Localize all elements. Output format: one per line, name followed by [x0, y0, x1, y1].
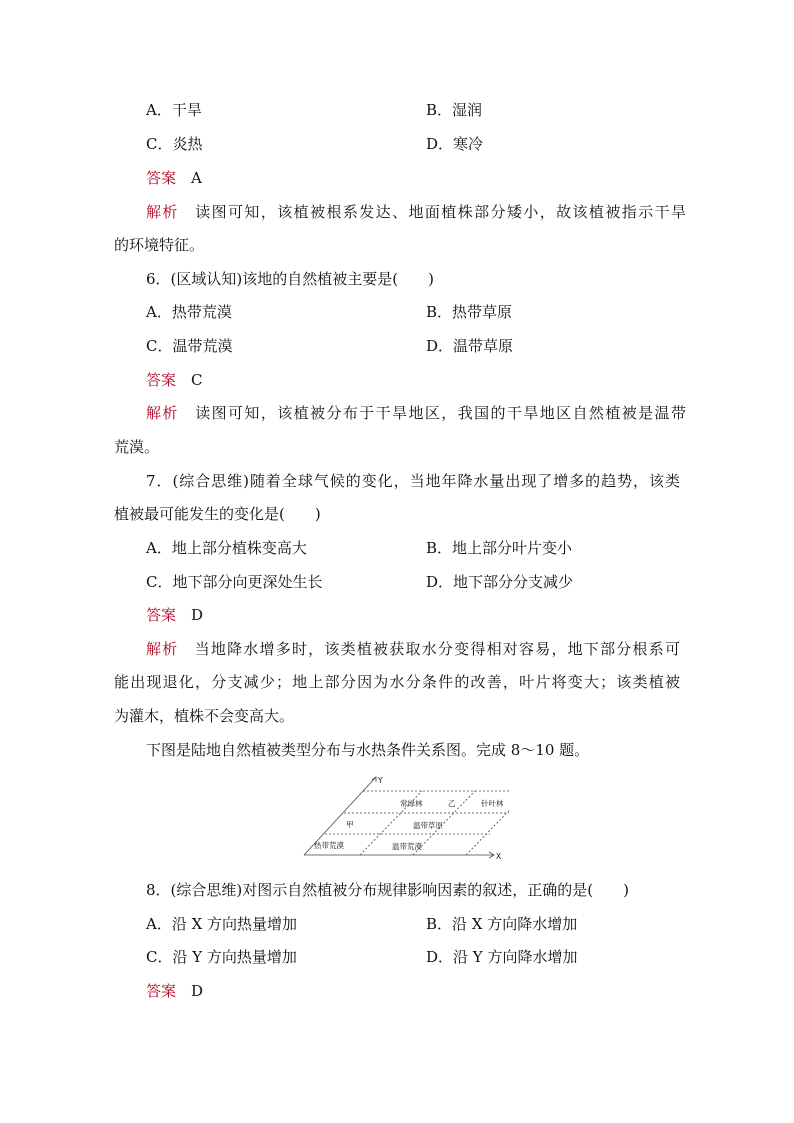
q7-option-c: C．地下部分向更深处生长 — [146, 573, 323, 591]
q5-option-d: D．寒冷 — [426, 135, 484, 153]
q8-option-a: A．沿 X 方向热量增加 — [146, 915, 298, 933]
y-axis-label: Y — [378, 776, 383, 785]
q6-explanation-line-1 — [146, 403, 686, 423]
q7-option-d: D．地下部分分支减少 — [426, 573, 574, 591]
q7-stem-line-2: 植被最可能发生的变化是( ) — [114, 505, 321, 523]
label-jia: 甲 — [346, 820, 354, 829]
q7-stem-text: 7．(综合思维)随着全球气候的变化，当地年降水量出现了增多的趋势，该类 — [146, 472, 680, 490]
q8-stem: 8．(综合思维)对图示自然植被分布规律影响因素的叙述，正确的是( ) — [146, 881, 629, 899]
q5-answer — [146, 168, 202, 188]
answer-value: D — [191, 606, 204, 624]
answer-value: C — [191, 371, 203, 389]
label-temperate-desert: 温带荒漠 — [392, 842, 422, 851]
q7-option-a: A．地上部分植株变高大 — [146, 539, 307, 557]
explanation-text: 能出现退化，分支减少；地上部分因为水分条件的改善，叶片将变大；该类植被 — [114, 673, 680, 691]
q5-option-b: B．湿润 — [426, 101, 483, 119]
explanation-text: 读图可知，该植被分布于干旱地区，我国的干旱地区自然植被是温带 — [195, 404, 686, 422]
q6-stem: 6．(区域认知)该地的自然植被主要是( ) — [146, 270, 434, 288]
explanation-label: 解析 — [146, 404, 179, 422]
label-yi: 乙 — [448, 799, 456, 808]
explanation-label: 解析 — [146, 640, 179, 658]
q8-option-c: C．沿 Y 方向热量增加 — [146, 948, 297, 966]
q5-option-c: C．炎热 — [146, 135, 203, 153]
q6-answer — [146, 370, 203, 390]
label-coniferous-forest: 针叶林 — [481, 799, 504, 808]
q7-option-b: B．地上部分叶片变小 — [426, 539, 573, 557]
q8-answer — [146, 981, 203, 1001]
answer-label: 答案 — [146, 169, 177, 187]
explanation-text: 当地降水增多时，该类植被获取水分变得相对容易，地下部分根系可 — [194, 640, 680, 658]
answer-label: 答案 — [146, 371, 177, 389]
q5-explanation-line-2: 的环境特征。 — [114, 236, 205, 254]
answer-label: 答案 — [146, 606, 177, 624]
q6-option-d: D．温带草原 — [426, 337, 514, 355]
q6-option-a: A．热带荒漠 — [146, 303, 232, 321]
q7-answer — [146, 605, 203, 625]
q5-explanation-line-1 — [146, 202, 686, 222]
answer-label: 答案 — [146, 982, 177, 1000]
q6-explanation-line-2: 荒漠。 — [114, 438, 160, 456]
answer-value: D — [191, 982, 204, 1000]
label-tropical-desert: 热带荒漠 — [314, 841, 344, 850]
q7-explanation-line-2 — [114, 672, 680, 692]
q7-explanation-line-1 — [146, 639, 680, 659]
explanation-label: 解析 — [146, 203, 179, 221]
q7-stem-line-1 — [146, 471, 680, 491]
label-evergreen-forest: 常绿林 — [400, 799, 423, 808]
q7-explanation-line-3: 为灌木，植株不会变高大。 — [114, 707, 295, 725]
q6-option-c: C．温带荒漠 — [146, 337, 233, 355]
diagram-intro: 下图是陆地自然植被类型分布与水热条件关系图。完成 8～10 题。 — [146, 741, 590, 759]
q6-option-b: B．热带草原 — [426, 303, 513, 321]
explanation-text: 读图可知，该植被根系发达、地面植株部分矮小，故该植被指示干旱 — [195, 203, 686, 221]
q8-option-d: D．沿 Y 方向降水增加 — [426, 948, 578, 966]
label-temperate-steppe: 温带草原 — [413, 821, 443, 830]
x-axis-label: X — [496, 852, 502, 861]
q8-option-b: B．沿 X 方向降水增加 — [426, 915, 578, 933]
vegetation-diagram — [300, 773, 510, 863]
answer-value: A — [191, 169, 202, 187]
q5-option-a: A．干旱 — [146, 101, 202, 119]
